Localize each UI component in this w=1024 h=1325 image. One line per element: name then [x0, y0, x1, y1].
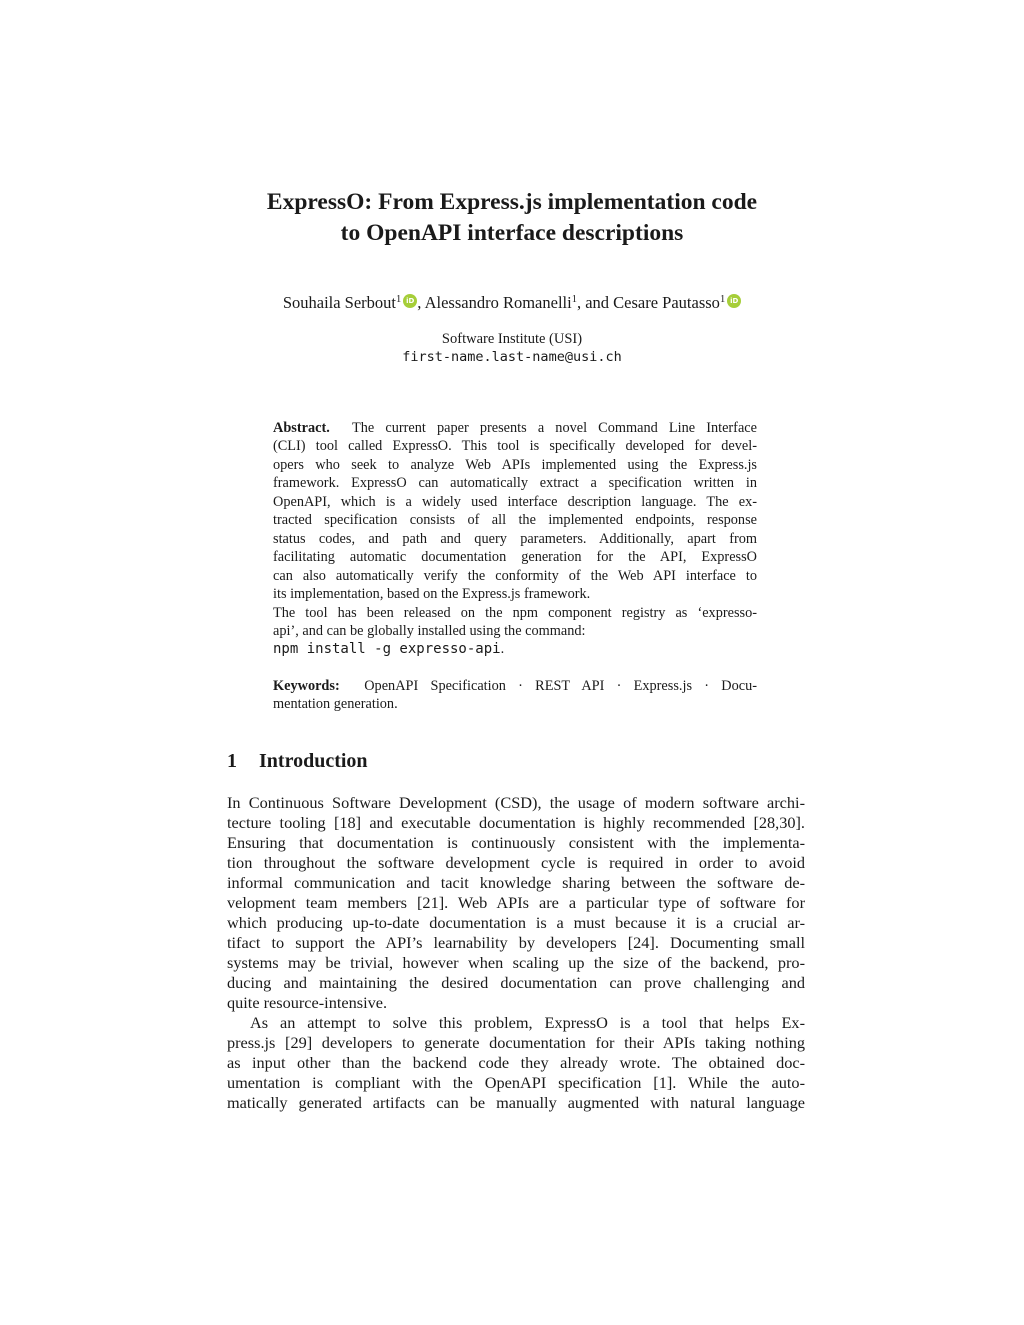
orcid-icon[interactable]: iD — [403, 294, 417, 308]
body-line: tifact to support the API’s learnability by developers [24]. Documenting small — [227, 933, 805, 952]
keywords — [273, 677, 757, 714]
affiliation: Software Institute (USI) — [441, 331, 583, 347]
section-number: 1 — [227, 750, 237, 772]
paper-title-line-2: to OpenAPI interface descriptions — [340, 220, 684, 246]
author-name: , Alessandro Romanelli — [417, 293, 572, 312]
section-heading — [227, 748, 368, 774]
abstract-line: opers who seek to analyze Web APIs implemented using the Express.js — [273, 456, 757, 473]
abstract-line: api’, and can be globally installed using the command: — [273, 622, 586, 639]
author-name: Souhaila Serbout — [282, 293, 397, 312]
abstract — [273, 419, 757, 659]
body-line: which producing up-to-date documentation is a must because it is a crucial ar- — [227, 913, 805, 932]
paper-title — [150, 187, 874, 249]
keywords-label: Keywords: — [273, 678, 340, 694]
affiliation-marker: 1 — [571, 294, 577, 305]
body-line: velopment team members [21]. Web APIs are a particular type of software for — [227, 893, 805, 912]
body-line: matically generated artifacts can be manually augmented with natural language — [227, 1093, 805, 1112]
body-line: As an attempt to solve this problem, ExpressO is a tool that helps Ex- — [250, 1013, 805, 1032]
abstract-line: Abstract. The current paper presents a novel Command Line Interface — [273, 420, 757, 436]
abstract-line: can also automatically verify the conformity of the Web API interface to — [273, 567, 757, 584]
body-line: press.js [29] developers to generate documentation for their APIs taking nothing — [227, 1033, 805, 1052]
install-command-line: npm install -g expresso-api. — [273, 641, 505, 658]
body-text — [227, 793, 805, 1113]
author-name: , and Cesare Pautasso — [576, 293, 720, 312]
body-line: Ensuring that documentation is continuously consistent with the implementa- — [227, 833, 805, 852]
body-line: umentation is compliant with the OpenAPI specification [1]. While the auto- — [227, 1073, 805, 1092]
body-line: tecture tooling [18] and executable documentation is highly recommended [28,30]. — [227, 813, 805, 832]
abstract-line: tracted specification consists of all the implemented endpoints, response — [273, 512, 757, 529]
author-list — [150, 293, 874, 313]
install-command: npm install -g expresso-api — [273, 641, 501, 658]
body-line: In Continuous Software Development (CSD), the usage of modern software archi- — [227, 793, 805, 812]
abstract-line: The tool has been released on the npm component registry as ‘expresso- — [273, 604, 757, 621]
abstract-line: facilitating automatic documentation generation for the API, ExpressO — [273, 549, 757, 566]
author-email: first-name.last-name@usi.ch — [402, 349, 622, 365]
abstract-line: its implementation, based on the Express.js framework. — [273, 586, 591, 603]
section-title: Introduction — [259, 750, 368, 772]
body-line: tion throughout the software development cycle is required in order to avoid — [227, 853, 805, 872]
paper-title-line-1: ExpressO: From Express.js implementation code — [266, 189, 758, 215]
body-line: as input other than the backend code they already wrote. The obtained doc- — [227, 1053, 805, 1072]
body-line: quite resource-intensive. — [227, 993, 388, 1012]
keywords-line: mentation generation. — [273, 696, 398, 713]
abstract-line: (CLI) tool called ExpressO. This tool is specifically developed for devel- — [273, 438, 757, 455]
abstract-label: Abstract. — [273, 420, 330, 436]
affiliation-marker: 1 — [719, 294, 726, 305]
affiliation-marker: 1 — [396, 294, 402, 305]
orcid-icon[interactable]: iD — [727, 294, 741, 308]
abstract-line: framework. ExpressO can automatically extract a specification written in — [273, 475, 757, 492]
body-line: ducing and maintaining the desired documentation can prove challenging and — [227, 973, 805, 992]
body-line: systems may be trivial, however when scaling up the size of the backend, pro- — [227, 953, 805, 972]
abstract-line: status codes, and path and query parameters. Additionally, apart from — [273, 530, 757, 547]
keywords-line: Keywords: OpenAPI Specification · REST API · Express.js · Docu- — [273, 678, 758, 694]
body-line: informal communication and tacit knowledge sharing between the software de- — [227, 873, 805, 892]
abstract-line: OpenAPI, which is a widely used interface description language. The ex- — [273, 493, 757, 510]
